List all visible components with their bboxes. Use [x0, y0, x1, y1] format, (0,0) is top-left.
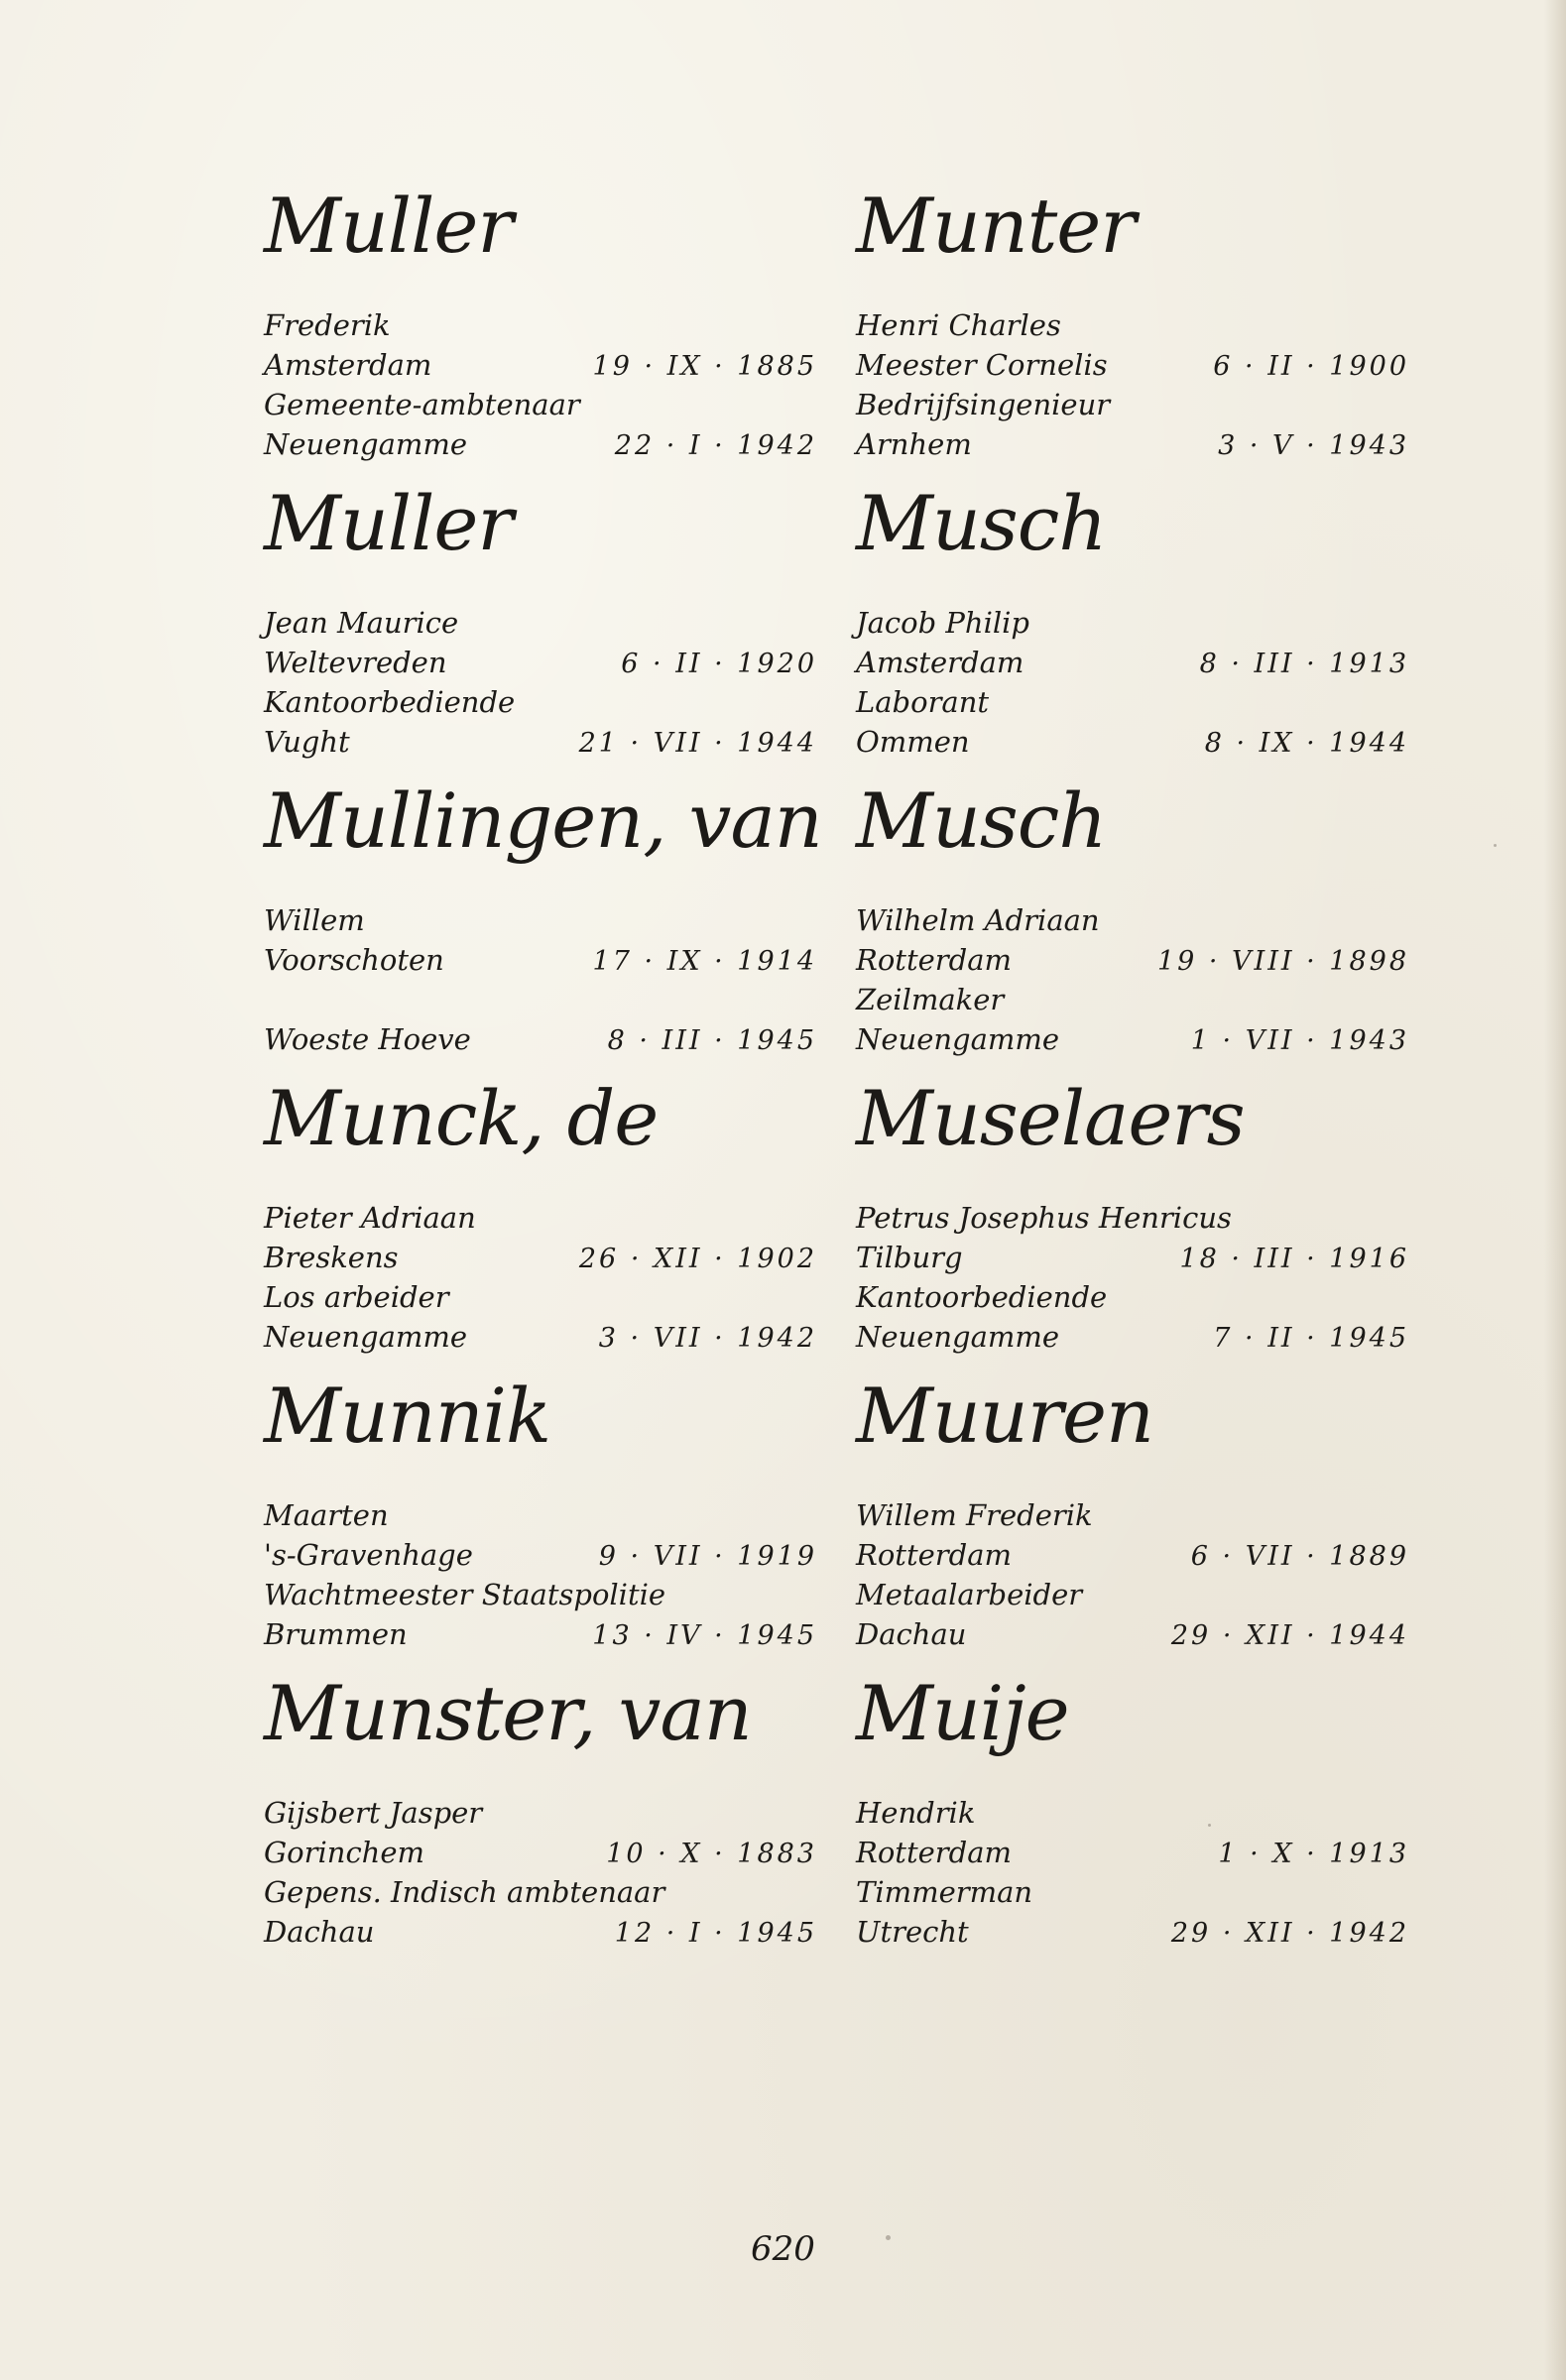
birth-date: 6 · II · 1920: [621, 649, 817, 679]
given-names: Pieter Adriaan: [264, 1201, 476, 1235]
birth-place: Gorinchem: [264, 1836, 425, 1869]
given-names: Maarten: [264, 1498, 389, 1532]
death-date: 8 · III · 1945: [607, 1025, 817, 1056]
birth-place: Weltevreden: [264, 646, 447, 679]
death-date: 3 · V · 1943: [1218, 430, 1409, 461]
given-names: Willem: [264, 903, 365, 937]
death-place: Brummen: [264, 1617, 408, 1651]
death-place: Vught: [264, 725, 350, 759]
occupation: Gepens. Indisch ambtenaar: [264, 1875, 665, 1909]
surname-heading: Musch: [856, 776, 1107, 865]
given-names: Hendrik: [856, 1796, 976, 1830]
death-date: 1 · VII · 1943: [1190, 1025, 1409, 1056]
name-entry: [264, 776, 822, 1081]
name-entry: [856, 1074, 1411, 1378]
surname-heading: Muuren: [856, 1371, 1153, 1460]
occupation: Zeilmaker: [856, 983, 1005, 1016]
occupation: Kantoorbediende: [264, 685, 516, 719]
surname-heading: Muselaers: [856, 1074, 1245, 1162]
death-place: Arnhem: [856, 427, 972, 461]
death-place: Woeste Hoeve: [264, 1022, 471, 1056]
page-edge-shadow: [1544, 0, 1566, 2380]
death-date: 12 · I · 1945: [614, 1918, 817, 1949]
birth-date: 6 · VII · 1889: [1190, 1541, 1409, 1572]
occupation: Bedrijfsingenieur: [856, 388, 1111, 421]
surname-heading: Munter: [856, 181, 1136, 270]
birth-date: 17 · IX · 1914: [592, 946, 817, 977]
birth-place: Breskens: [264, 1241, 399, 1274]
death-date: 8 · IX · 1944: [1204, 728, 1409, 759]
birth-place: Amsterdam: [856, 646, 1024, 679]
death-date: 29 · XII · 1944: [1170, 1620, 1409, 1651]
death-date: 21 · VII · 1944: [578, 728, 817, 759]
birth-date: 9 · VII · 1919: [598, 1541, 817, 1572]
given-names: Henri Charles: [856, 308, 1061, 342]
birth-date: 8 · III · 1913: [1199, 649, 1409, 679]
occupation: Timmerman: [856, 1875, 1033, 1909]
death-date: 3 · VII · 1942: [598, 1323, 817, 1354]
death-place: Neuengamme: [264, 1320, 468, 1354]
occupation: Laborant: [856, 685, 990, 719]
birth-date: 26 · XII · 1902: [578, 1244, 817, 1274]
given-names: Petrus Josephus Henricus: [856, 1201, 1232, 1235]
birth-date: 18 · III · 1916: [1179, 1244, 1409, 1274]
name-entry: [856, 1371, 1411, 1676]
birth-date: 10 · X · 1883: [606, 1839, 817, 1869]
occupation: Gemeente-ambtenaar: [264, 388, 580, 421]
name-entry: [264, 1669, 819, 1973]
occupation: Kantoorbediende: [856, 1280, 1108, 1314]
given-names: Gijsbert Jasper: [264, 1796, 483, 1830]
name-entry: [856, 181, 1411, 486]
given-names: Jacob Philip: [856, 606, 1029, 640]
occupation: Los arbeider: [264, 1280, 449, 1314]
right-column: [856, 181, 1411, 1973]
name-entry: [264, 181, 819, 486]
left-column: [264, 181, 822, 1973]
given-names: Wilhelm Adriaan: [856, 903, 1100, 937]
name-entry: [264, 479, 819, 783]
page-number: 620: [751, 2229, 815, 2269]
surname-heading: Muller: [264, 479, 513, 567]
name-entry: [856, 479, 1411, 783]
death-place: Neuengamme: [856, 1022, 1060, 1056]
death-place: Neuengamme: [856, 1320, 1060, 1354]
birth-place: 's-Gravenhage: [264, 1538, 473, 1572]
death-place: Ommen: [856, 725, 970, 759]
birth-place: Amsterdam: [264, 348, 432, 382]
birth-date: 19 · IX · 1885: [592, 351, 817, 382]
death-date: 29 · XII · 1942: [1170, 1918, 1409, 1949]
name-entry: [856, 1669, 1411, 1973]
birth-date: 6 · II · 1900: [1213, 351, 1409, 382]
birth-date: 1 · X · 1913: [1218, 1839, 1409, 1869]
paper-speck: [1208, 1824, 1211, 1827]
surname-heading: Munck, de: [264, 1074, 659, 1162]
occupation: Wachtmeester Staatspolitie: [264, 1578, 666, 1611]
surname-heading: Mullingen, van: [264, 776, 822, 865]
birth-place: Meester Cornelis: [856, 348, 1108, 382]
surname-heading: Munster, van: [264, 1669, 752, 1757]
given-names: Willem Frederik: [856, 1498, 1093, 1532]
birth-date: 19 · VIII · 1898: [1156, 946, 1409, 977]
surname-heading: Musch: [856, 479, 1107, 567]
birth-place: Tilburg: [856, 1241, 963, 1274]
birth-place: Rotterdam: [856, 1538, 1012, 1572]
occupation: Metaalarbeider: [856, 1578, 1083, 1611]
surname-heading: Muije: [856, 1669, 1069, 1757]
birth-place: Rotterdam: [856, 1836, 1012, 1869]
name-entry: [856, 776, 1411, 1081]
given-names: Frederik: [264, 308, 391, 342]
death-date: 13 · IV · 1945: [592, 1620, 817, 1651]
birth-place: Voorschoten: [264, 943, 444, 977]
death-date: 7 · II · 1945: [1213, 1323, 1409, 1354]
birth-place: Rotterdam: [856, 943, 1012, 977]
surname-heading: Muller: [264, 181, 513, 270]
paper-speck: [886, 2235, 891, 2240]
death-date: 22 · I · 1942: [614, 430, 817, 461]
death-place: Dachau: [264, 1915, 375, 1949]
death-place: Utrecht: [856, 1915, 969, 1949]
paper-speck: [1494, 844, 1497, 847]
name-entry: [264, 1074, 819, 1378]
given-names: Jean Maurice: [264, 606, 459, 640]
surname-heading: Munnik: [264, 1371, 551, 1460]
death-place: Dachau: [856, 1617, 967, 1651]
death-place: Neuengamme: [264, 427, 468, 461]
name-entry: [264, 1371, 819, 1676]
